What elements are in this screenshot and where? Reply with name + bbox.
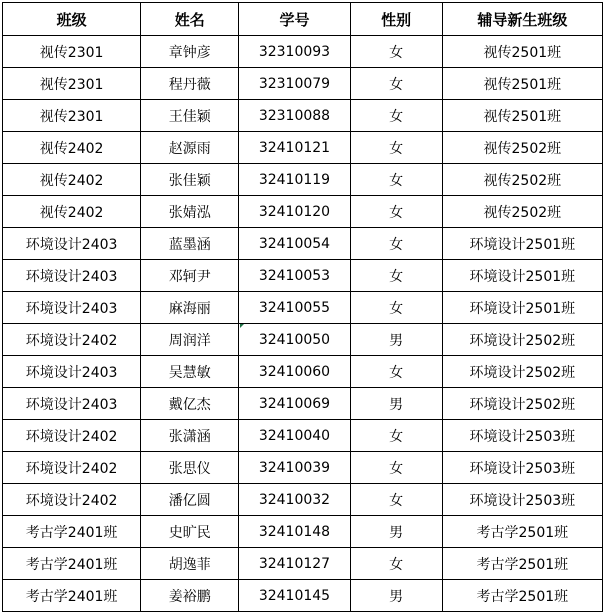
cell-gender[interactable]: 女 bbox=[350, 548, 442, 580]
cell-mentored-class[interactable]: 视传2501班 bbox=[442, 36, 602, 68]
table-row bbox=[3, 388, 603, 420]
cell-gender[interactable]: 女 bbox=[350, 356, 442, 388]
cell-mentored-class[interactable]: 环境设计2502班 bbox=[442, 356, 602, 388]
cell-gender[interactable]: 女 bbox=[350, 164, 442, 196]
cell-mentored-class[interactable]: 视传2502班 bbox=[442, 164, 602, 196]
cell-student-id[interactable]: 32410120 bbox=[239, 196, 350, 228]
table-row bbox=[3, 292, 603, 324]
cell-class[interactable]: 环境设计2402 bbox=[3, 324, 141, 356]
cell-name[interactable]: 章钟彦 bbox=[141, 36, 239, 68]
cell-student-id[interactable]: 32410121 bbox=[239, 132, 350, 164]
cell-student-id[interactable]: 32310079 bbox=[239, 68, 350, 100]
cell-class[interactable]: 视传2301 bbox=[3, 100, 141, 132]
cell-class[interactable]: 视传2402 bbox=[3, 164, 141, 196]
cell-name[interactable]: 吴慧敏 bbox=[141, 356, 239, 388]
cell-class[interactable]: 环境设计2402 bbox=[3, 452, 141, 484]
cell-student-id[interactable]: 32410039 bbox=[239, 452, 350, 484]
cell-name[interactable]: 史旷民 bbox=[141, 516, 239, 548]
cell-name[interactable]: 张思仪 bbox=[141, 452, 239, 484]
table-row bbox=[3, 452, 603, 484]
header-mentored-class[interactable]: 辅导新生班级 bbox=[442, 3, 602, 36]
table-row bbox=[3, 356, 603, 388]
cell-name[interactable]: 胡逸菲 bbox=[141, 548, 239, 580]
cell-student-id[interactable]: 32410069 bbox=[239, 388, 350, 420]
cell-gender[interactable]: 女 bbox=[350, 484, 442, 516]
cell-gender[interactable]: 男 bbox=[350, 580, 442, 612]
table-row bbox=[3, 580, 603, 612]
cell-gender[interactable]: 男 bbox=[350, 388, 442, 420]
cell-class[interactable]: 考古学2401班 bbox=[3, 548, 141, 580]
cell-mentored-class[interactable]: 环境设计2501班 bbox=[442, 260, 602, 292]
cell-mentored-class[interactable]: 环境设计2503班 bbox=[442, 484, 602, 516]
cell-class[interactable]: 视传2301 bbox=[3, 36, 141, 68]
cell-name[interactable]: 张潇涵 bbox=[141, 420, 239, 452]
table-row bbox=[3, 36, 603, 68]
cell-class[interactable]: 环境设计2403 bbox=[3, 356, 141, 388]
cell-gender[interactable]: 女 bbox=[350, 132, 442, 164]
cell-mentored-class[interactable]: 视传2501班 bbox=[442, 100, 602, 132]
cell-class[interactable]: 环境设计2402 bbox=[3, 484, 141, 516]
cell-gender[interactable]: 女 bbox=[350, 196, 442, 228]
cell-student-id[interactable]: 32310088 bbox=[239, 100, 350, 132]
cell-student-id[interactable]: 32410127 bbox=[239, 548, 350, 580]
cell-class[interactable]: 环境设计2402 bbox=[3, 420, 141, 452]
cell-mentored-class[interactable]: 考古学2501班 bbox=[442, 516, 602, 548]
cell-mentored-class[interactable]: 视传2502班 bbox=[442, 132, 602, 164]
cell-class[interactable]: 环境设计2403 bbox=[3, 292, 141, 324]
cell-class[interactable]: 视传2301 bbox=[3, 68, 141, 100]
cell-gender[interactable]: 女 bbox=[350, 420, 442, 452]
table-row bbox=[3, 132, 603, 164]
table-row bbox=[3, 260, 603, 292]
cell-name[interactable]: 周润洋 bbox=[141, 324, 239, 356]
cell-student-id[interactable]: 32410055 bbox=[239, 292, 350, 324]
cell-class[interactable]: 环境设计2403 bbox=[3, 228, 141, 260]
cell-class[interactable]: 考古学2401班 bbox=[3, 516, 141, 548]
cell-name[interactable]: 赵源雨 bbox=[141, 132, 239, 164]
table-body bbox=[3, 36, 603, 612]
cell-class[interactable]: 视传2402 bbox=[3, 196, 141, 228]
student-table bbox=[2, 2, 603, 612]
header-name[interactable]: 姓名 bbox=[141, 3, 239, 36]
table-row bbox=[3, 68, 603, 100]
cell-name[interactable]: 蓝墨涵 bbox=[141, 228, 239, 260]
cell-mentored-class[interactable]: 考古学2501班 bbox=[442, 580, 602, 612]
cell-gender[interactable]: 女 bbox=[350, 292, 442, 324]
cell-class[interactable]: 环境设计2403 bbox=[3, 260, 141, 292]
table-row bbox=[3, 228, 603, 260]
table-row bbox=[3, 516, 603, 548]
cell-mentored-class[interactable]: 环境设计2501班 bbox=[442, 228, 602, 260]
cell-student-id[interactable]: 32410050 bbox=[239, 324, 350, 356]
cell-mentored-class[interactable]: 视传2502班 bbox=[442, 196, 602, 228]
cell-student-id[interactable]: 32410060 bbox=[239, 356, 350, 388]
cell-student-id[interactable]: 32410054 bbox=[239, 228, 350, 260]
header-class[interactable]: 班级 bbox=[3, 3, 141, 36]
cell-student-id[interactable]: 32310093 bbox=[239, 36, 350, 68]
cell-class[interactable]: 考古学2401班 bbox=[3, 580, 141, 612]
table-row bbox=[3, 420, 603, 452]
cell-name[interactable]: 张婧泓 bbox=[141, 196, 239, 228]
cell-mentored-class[interactable]: 环境设计2503班 bbox=[442, 452, 602, 484]
cell-name[interactable]: 程丹薇 bbox=[141, 68, 239, 100]
cell-class[interactable]: 环境设计2403 bbox=[3, 388, 141, 420]
table-row bbox=[3, 324, 603, 356]
cell-mentored-class[interactable]: 环境设计2501班 bbox=[442, 292, 602, 324]
table-row bbox=[3, 548, 603, 580]
cell-mentored-class[interactable]: 环境设计2502班 bbox=[442, 324, 602, 356]
fill-handle-marker[interactable] bbox=[240, 324, 244, 328]
cell-student-id[interactable]: 32410119 bbox=[239, 164, 350, 196]
header-gender[interactable]: 性别 bbox=[350, 3, 442, 36]
cell-name[interactable]: 潘亿圆 bbox=[141, 484, 239, 516]
table-row bbox=[3, 100, 603, 132]
cell-mentored-class[interactable]: 视传2501班 bbox=[442, 68, 602, 100]
cell-gender[interactable]: 女 bbox=[350, 68, 442, 100]
cell-name[interactable]: 麻海丽 bbox=[141, 292, 239, 324]
cell-name[interactable]: 张佳颖 bbox=[141, 164, 239, 196]
header-student-id[interactable]: 学号 bbox=[239, 3, 350, 36]
cell-student-id[interactable]: 32410032 bbox=[239, 484, 350, 516]
cell-gender[interactable]: 女 bbox=[350, 228, 442, 260]
cell-student-id[interactable]: 32410145 bbox=[239, 580, 350, 612]
cell-gender[interactable]: 女 bbox=[350, 100, 442, 132]
cell-gender[interactable]: 女 bbox=[350, 452, 442, 484]
cell-mentored-class[interactable]: 环境设计2502班 bbox=[442, 388, 602, 420]
cell-class[interactable]: 视传2402 bbox=[3, 132, 141, 164]
cell-name[interactable]: 戴亿杰 bbox=[141, 388, 239, 420]
cell-mentored-class[interactable]: 环境设计2503班 bbox=[442, 420, 602, 452]
cell-gender[interactable]: 男 bbox=[350, 324, 442, 356]
header-row bbox=[3, 3, 603, 36]
cell-gender[interactable]: 女 bbox=[350, 36, 442, 68]
table-row bbox=[3, 484, 603, 516]
table-row bbox=[3, 164, 603, 196]
cell-name[interactable]: 邓轲尹 bbox=[141, 260, 239, 292]
cell-student-id[interactable]: 32410148 bbox=[239, 516, 350, 548]
cell-student-id[interactable]: 32410040 bbox=[239, 420, 350, 452]
cell-gender[interactable]: 男 bbox=[350, 516, 442, 548]
table-row bbox=[3, 196, 603, 228]
cell-mentored-class[interactable]: 考古学2501班 bbox=[442, 548, 602, 580]
cell-name[interactable]: 姜裕鹏 bbox=[141, 580, 239, 612]
cell-name[interactable]: 王佳颖 bbox=[141, 100, 239, 132]
cell-student-id[interactable]: 32410053 bbox=[239, 260, 350, 292]
cell-gender[interactable]: 女 bbox=[350, 260, 442, 292]
